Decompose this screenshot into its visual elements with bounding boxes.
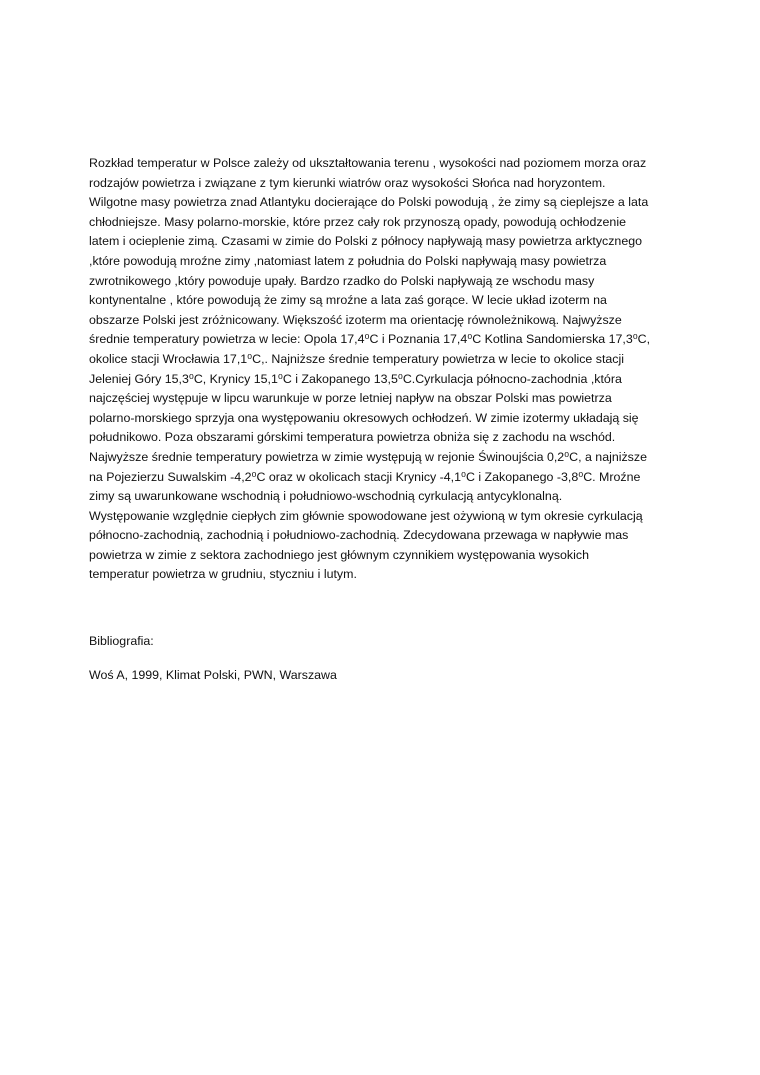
paragraph-line: Jeleniej Góry 15,3⁰C, Krynicy 15,1⁰C i Zakopanego 13,5⁰C.Cyrkulacja północno-zachodnia ,która — [89, 371, 622, 386]
paragraph-line: Rozkład temperatur w Polsce zależy od ukształtowania terenu , wysokości nad poziomem morza oraz — [89, 156, 647, 170]
paragraph-line: powietrza w zimie z sektora zachodniego jest głównym czynnikiem występowania wysokich — [89, 547, 589, 562]
paragraph-line: zimy są uwarunkowane wschodnią i południowo-wschodnią cyrkulacją antycyklonalną. — [89, 489, 563, 504]
paragraph-line: rodzajów powietrza i związane z tym kierunki wiatrów oraz wysokości Słońca nad horyzontem. — [89, 175, 606, 190]
paragraph-line: Wilgotne masy powietrza znad Atlantyku docierające do Polski powodują , że zimy są cieplejsze a lata — [89, 195, 649, 210]
paragraph-line: Najwyższe średnie temperatury powietrza w zimie występują w rejonie Świnoujścia 0,2⁰C, a najniższe — [89, 449, 647, 464]
paragraph-line: ,które powodują mroźne zimy ,natomiast latem z południa do Polski napływają masy powietrza — [89, 253, 607, 268]
paragraph-line: chłodniejsze. Masy polarno-morskie, które przez cały rok przynoszą opady, powodują ochłodzenie — [89, 214, 626, 229]
paragraph-line: latem i ocieplenie zimą. Czasami w zimie do Polski z północy napływają masy powietrza arktycznego — [89, 234, 642, 249]
paragraph-line: na Pojezierzu Suwalskim -4,2⁰C oraz w okolicach stacji Krynicy -4,1⁰C i Zakopanego -3,8⁰C. Mroźne — [89, 469, 641, 484]
paragraph-line: południkowo. Poza obszarami górskimi temperatura powietrza obniża się z zachodu na wschód. — [89, 430, 616, 445]
paragraph-line: Występowanie względnie ciepłych zim głównie spowodowane jest ożywioną w tym okresie cyrkulacją — [89, 508, 643, 523]
bibliography-heading: Bibliografia: — [89, 634, 154, 648]
paragraph-line: średnie temperatury powietrza w lecie: Opola 17,4⁰C i Poznania 17,4⁰C Kotlina Sandomierska 17,3⁰C, — [89, 332, 651, 347]
paragraph-line: najczęściej występuje w lipcu warunkuje w porze letniej napływ na obszar Polski mas powietrza — [89, 391, 612, 406]
bibliography-entry: Woś A, 1999, Klimat Polski, PWN, Warszawa — [89, 668, 337, 682]
paragraph-line: temperatur powietrza w grudniu, styczniu i lutym. — [89, 567, 357, 582]
paragraph-line: obszarze Polski jest zróżnicowany. Większość izoterm ma orientację równoleżnikową. Najwyższe — [89, 312, 622, 327]
paragraph-line: północno-zachodnią, zachodnią i południowo-zachodnią. Zdecydowana przewaga w napływie mas — [89, 528, 629, 543]
paragraph-line: kontynentalne , które powodują że zimy są mroźne a lata zaś gorące. W lecie układ izoterm na — [89, 293, 607, 308]
paragraph-line: okolice stacji Wrocławia 17,1⁰C,. Najniższe średnie temperatury powietrza w lecie to okolice stacji — [89, 351, 624, 366]
paragraph-line: zwrotnikowego ,który powoduje upały. Bardzo rzadko do Polski napływają ze wschodu masy — [89, 273, 595, 288]
body-paragraph — [89, 154, 679, 585]
paragraph-line: polarno-morskiego sprzyja ona występowaniu okresowych ochłodzeń. W zimie izotermy układają się — [89, 410, 639, 425]
